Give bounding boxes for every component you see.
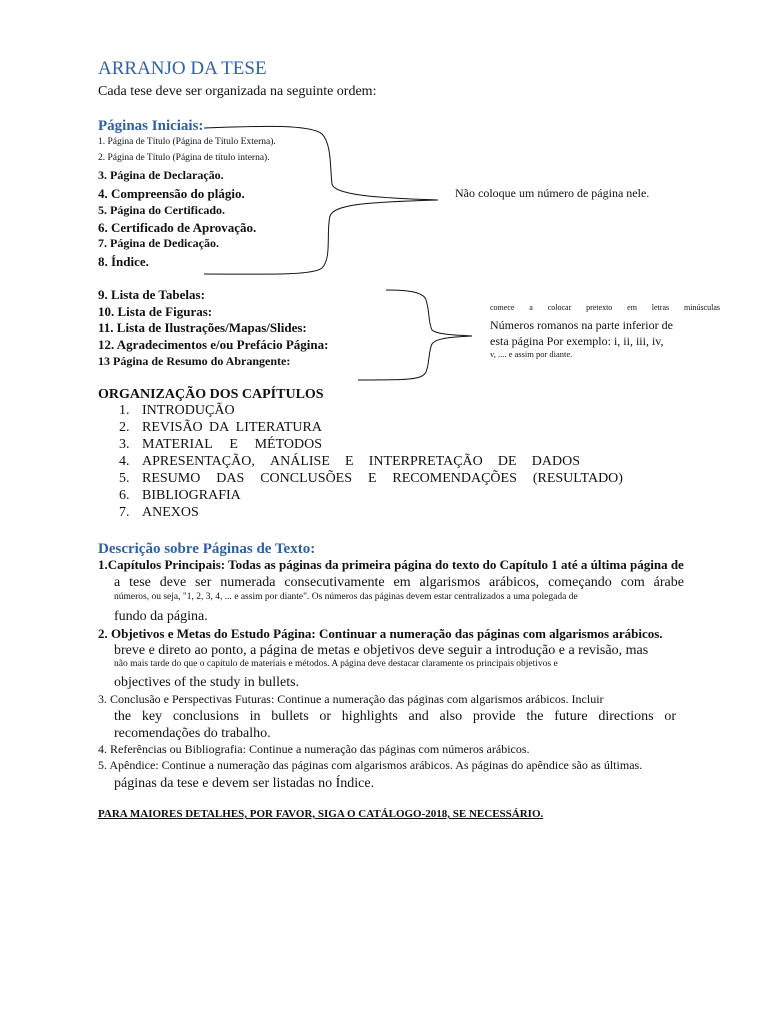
prelim-note-line4: v, .... e assim por diante.	[490, 349, 573, 359]
main-chapters-line1: 1.Capítulos Principais: Todas as páginas da primeira página do texto do Capítulo 1 até a última página de	[98, 557, 684, 572]
conclusion-line2: the key conclusions in bullets or highlights and also provide the future directions or	[114, 709, 676, 724]
chapter-word: RESUMO	[142, 471, 201, 486]
chapter-number: 5.	[119, 471, 130, 486]
chapter-word: RECOMENDAÇÕES	[392, 471, 517, 486]
chapter-word: E	[367, 471, 377, 486]
objectives-line1: 2. Objetivos e Metas do Estudo Página: Continuar a numeração das páginas com algarismos arábicos.	[98, 626, 663, 641]
prelim-note-line1: comece a colocar pretexto em letras minúsculas	[490, 303, 720, 312]
chapter-item	[119, 437, 322, 453]
references-line1: 4. Referências ou Bibliografia: Continue a numeração das páginas com números arábicos.	[98, 742, 530, 756]
chapter-word: E	[345, 454, 354, 469]
initial-item-3: 3. Página de Declaração.	[98, 168, 224, 182]
chapter-title	[142, 488, 241, 504]
chapter-title	[142, 403, 235, 419]
initial-item-2: 2. Página de Título (Página de título interna).	[98, 153, 270, 163]
chapter-item	[119, 471, 623, 487]
prelim-item-10: 10. Lista de Figuras:	[98, 304, 213, 319]
chapter-word: ANÁLISE	[270, 454, 330, 469]
curly-brace-initial	[200, 122, 450, 278]
conclusion-line1: 3. Conclusão e Perspectivas Futuras: Continue a numeração das páginas com algarismos arábicos. Incluir	[98, 692, 604, 706]
chapter-word: (RESULTADO)	[532, 471, 623, 486]
chapter-item	[119, 488, 241, 504]
chapter-item	[119, 454, 580, 470]
prelim-item-13: 13 Página de Resumo do Abrangente:	[98, 354, 291, 368]
chapter-number: 7.	[119, 505, 130, 520]
appendix-line1: 5. Apêndice: Continue a numeração das páginas com algarismos arábicos. As páginas do apêndice são as últimas.	[98, 758, 643, 772]
chapter-title	[142, 420, 322, 436]
footer-note: PARA MAIORES DETALHES, POR FAVOR, SIGA O CATÁLOGO-2018, SE NECESSÁRIO.	[98, 808, 544, 820]
initial-item-6: 6. Certificado de Aprovação.	[98, 220, 257, 235]
chapter-number: 6.	[119, 488, 130, 503]
main-chapters-line3: números, ou seja, "1, 2, 3, 4, ... e assim por diante". Os números das páginas devem estar centralizados a uma polegada de	[114, 592, 578, 602]
chapter-item	[119, 403, 235, 419]
initial-item-4: 4. Compreensão do plágio.	[98, 186, 245, 201]
chapter-word: DAS	[216, 471, 245, 486]
objectives-line2: breve e direto ao ponto, a página de metas e objetivos deve seguir a introdução e a revisão, mas	[114, 643, 649, 658]
prelim-note-line3: esta página Por exemplo: i, ii, iii, iv,	[490, 334, 664, 348]
chapter-word: REVISÃO	[142, 420, 203, 435]
objectives-line3: não mais tarde do que o capítulo de materiais e métodos. A página deve destacar claramente os principais objetivos e	[114, 659, 558, 669]
chapter-word: CONCLUSÕES	[260, 471, 353, 486]
initial-pages-heading: Páginas Iniciais:	[98, 118, 204, 134]
chapter-word: LITERATURA	[235, 420, 322, 435]
chapter-word: INTERPRETAÇÃO	[368, 454, 483, 469]
initial-item-8: 8. Índice.	[98, 254, 149, 269]
chapter-title	[142, 505, 199, 521]
chapter-item	[119, 505, 199, 521]
appendix-line2: páginas da tese e devem ser listadas no Índice.	[114, 776, 375, 791]
main-chapters-line4: fundo da página.	[114, 609, 208, 624]
chapter-item	[119, 420, 322, 436]
objectives-line4: objectives of the study in bullets.	[114, 675, 300, 690]
chapter-title	[142, 437, 322, 453]
chapter-word: BIBLIOGRAFIA	[142, 488, 241, 503]
chapters-heading: ORGANIZAÇÃO DOS CAPÍTULOS	[98, 387, 324, 402]
prelim-note-line2: Números romanos na parte inferior de	[490, 318, 673, 332]
chapter-word: E	[229, 437, 238, 452]
chapter-word: INTRODUÇÃO	[142, 403, 235, 418]
chapter-word: DADOS	[531, 454, 580, 469]
page-title: ARRANJO DA TESE	[98, 58, 267, 79]
initial-item-1: 1. Página de Título (Página de Título Externa).	[98, 137, 276, 147]
chapter-word: APRESENTAÇÃO,	[142, 454, 255, 469]
chapter-word: MÉTODOS	[254, 437, 322, 452]
main-chapters-line2: a tese deve ser numerada consecutivamente em algarismos arábicos, começando com árabe	[114, 575, 684, 590]
conclusion-line3: recomendações do trabalho.	[114, 726, 271, 741]
chapter-word: ANEXOS	[142, 505, 199, 520]
intro-text: Cada tese deve ser organizada na seguinte ordem:	[98, 84, 377, 99]
chapter-title	[142, 454, 580, 470]
chapter-word: DA	[209, 420, 230, 435]
chapter-number: 4.	[119, 454, 130, 469]
initial-item-5: 5. Página do Certificado.	[98, 203, 225, 217]
chapter-number: 2.	[119, 420, 130, 435]
prelim-item-12: 12. Agradecimentos e/ou Prefácio Página:	[98, 337, 329, 352]
prelim-item-11: 11. Lista de Ilustrações/Mapas/Slides:	[98, 320, 307, 335]
text-pages-heading: Descrição sobre Páginas de Texto:	[98, 541, 316, 557]
curly-brace-prelim	[352, 286, 482, 384]
prelim-item-9: 9. Lista de Tabelas:	[98, 287, 205, 302]
chapter-word: DE	[497, 454, 517, 469]
chapter-word: MATERIAL	[142, 437, 213, 452]
chapter-number: 1.	[119, 403, 130, 418]
chapter-title	[142, 471, 623, 487]
initial-item-7: 7. Página de Dedicação.	[98, 236, 219, 250]
chapter-number: 3.	[119, 437, 130, 452]
initial-pages-note: Não coloque um número de página nele.	[455, 186, 650, 200]
